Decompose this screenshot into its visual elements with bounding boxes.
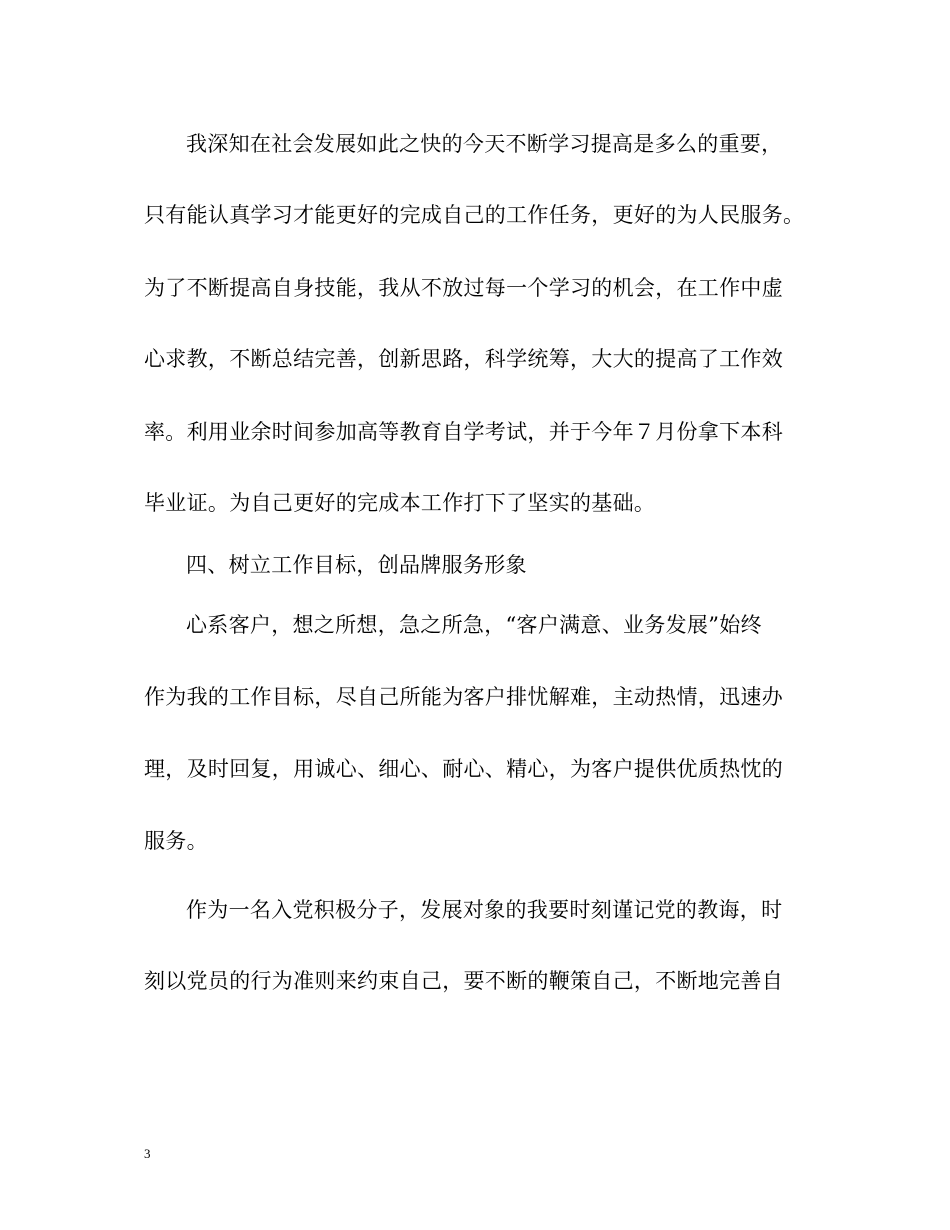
paragraph-line: 刻以党员的行为准则来约束自己，要不断的鞭策自己，不断地完善自 <box>144 969 783 993</box>
paragraph-line: 只有能认真学习才能更好的完成自己的工作任务，更好的为人民服务。 <box>144 203 805 227</box>
section-heading: 四、树立工作目标，创品牌服务形象 <box>186 553 527 577</box>
paragraph-line: 心系客户，想之所想，急之所急，“客户满意、业务发展”始终 <box>186 613 762 637</box>
paragraph-line: 作为我的工作目标，尽自己所能为客户排忧解难，主动热情，迅速办 <box>144 685 783 709</box>
paragraph-line: 率。利用业余时间参加高等教育自学考试，并于今年７月份拿下本科 <box>144 420 783 444</box>
paragraph-line: 我深知在社会发展如此之快的今天不断学习提高是多么的重要， <box>186 132 783 156</box>
paragraph-line: 作为一名入党积极分子，发展对象的我要时刻谨记党的教诲，时 <box>186 898 783 922</box>
paragraph-line: 为了不断提高自身技能，我从不放过每一个学习的机会，在工作中虚 <box>144 276 783 300</box>
paragraph-line: 毕业证。为自己更好的完成本工作打下了坚实的基础。 <box>144 491 656 515</box>
paragraph-line: 服务。 <box>144 829 208 853</box>
paragraph-line: 心求教，不断总结完善，创新思路，科学统筹，大大的提高了工作效 <box>144 347 783 371</box>
paragraph-line: 理，及时回复，用诚心、细心、耐心、精心，为客户提供优质热忱的 <box>144 757 783 781</box>
page-number: 3 <box>144 1146 151 1161</box>
